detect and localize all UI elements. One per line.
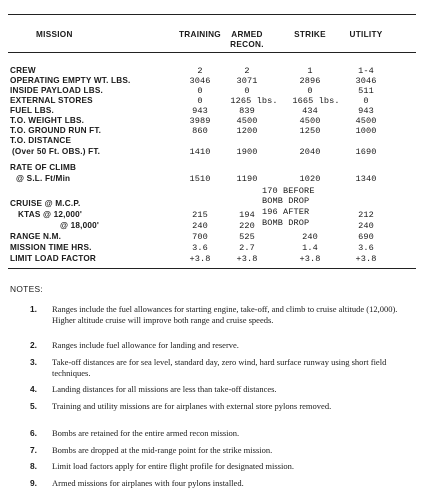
cell-strike: 240 <box>302 232 318 242</box>
cell-utility: 1340 <box>355 174 377 184</box>
cell-training: 860 <box>192 126 208 136</box>
note-number: 8. <box>30 461 37 471</box>
cell-training: 215 <box>192 210 208 220</box>
row-label: EXTERNAL STORES <box>10 96 93 105</box>
cell-armed: 525 <box>239 232 255 242</box>
header-strike: STRIKE <box>294 30 326 39</box>
note-number: 2. <box>30 340 37 350</box>
cell-training: 240 <box>192 221 208 231</box>
cell-strike: 1 <box>307 66 313 76</box>
cell-utility: 1690 <box>355 147 377 157</box>
row-label: INSIDE PAYLOAD LBS. <box>10 86 103 95</box>
strike-note-2: BOMB DROP <box>262 196 310 206</box>
cell-utility: 240 <box>358 221 374 231</box>
header-armed: ARMED <box>231 30 263 39</box>
cell-armed: 4500 <box>236 116 258 126</box>
note-text: Take-off distances are for sea level, standard day, zero wind, hard surface runway using short field techniques. <box>52 357 387 378</box>
cell-strike: +3.8 <box>299 254 321 264</box>
cell-armed: +3.8 <box>236 254 258 264</box>
cell-training: 3046 <box>189 76 211 86</box>
row-label: T.O. GROUND RUN FT. <box>10 126 102 135</box>
row-label: T.O. WEIGHT LBS. <box>10 116 85 125</box>
strike-note-1: 170 BEFORE <box>262 186 315 196</box>
cell-armed: 839 <box>239 106 255 116</box>
header-recon: RECON. <box>230 40 264 49</box>
cell-strike: 1020 <box>299 174 321 184</box>
row-label: OPERATING EMPTY WT. LBS. <box>10 76 131 85</box>
row-label: MISSION TIME HRS. <box>10 243 92 252</box>
row-label: RANGE N.M. <box>10 232 62 241</box>
cell-training: 3989 <box>189 116 211 126</box>
note-number: 4. <box>30 384 37 394</box>
note-text: Landing distances for all missions are less than take-off distances. <box>52 384 277 394</box>
note-text: Ranges include fuel allowance for landing and reserve. <box>52 340 239 350</box>
cell-training: +3.8 <box>189 254 211 264</box>
cell-armed: 1265 lbs. <box>230 96 278 106</box>
cell-training: 1410 <box>189 147 211 157</box>
note-number: 7. <box>30 445 37 455</box>
cell-utility: 3046 <box>355 76 377 86</box>
strike-note-4: BOMB DROP <box>262 218 310 228</box>
note-number: 6. <box>30 428 37 438</box>
cell-armed: 1190 <box>236 174 258 184</box>
top-rule <box>8 14 416 15</box>
note-number: 1. <box>30 304 37 314</box>
cell-training: 1510 <box>189 174 211 184</box>
row-label: LIMIT LOAD FACTOR <box>10 254 97 263</box>
row-label: CREW <box>10 66 36 75</box>
row-label-sub: @ S.L. Ft/Min <box>16 174 71 183</box>
row-label: CRUISE @ M.C.P. <box>10 199 81 208</box>
cell-utility: 3.6 <box>358 243 374 253</box>
cell-utility: 1000 <box>355 126 377 136</box>
cell-training: 943 <box>192 106 208 116</box>
cell-utility: 943 <box>358 106 374 116</box>
note-text: Bombs are dropped at the mid-range point for the strike mission. <box>52 445 273 455</box>
cell-utility: 690 <box>358 232 374 242</box>
cell-armed: 0 <box>244 86 250 96</box>
notes-title: NOTES: <box>10 284 43 294</box>
cell-armed: 3071 <box>236 76 258 86</box>
cell-strike: 1250 <box>299 126 321 136</box>
strike-note-3: 196 AFTER <box>262 207 310 217</box>
cell-utility: 212 <box>358 210 374 220</box>
header-utility: UTILITY <box>349 30 383 39</box>
bottom-rule <box>8 268 416 269</box>
cell-training: 700 <box>192 232 208 242</box>
cell-strike: 2896 <box>299 76 321 86</box>
cell-strike: 1.4 <box>302 243 318 253</box>
cell-strike: 4500 <box>299 116 321 126</box>
cell-armed: 2 <box>244 66 250 76</box>
cell-utility: 511 <box>358 86 374 96</box>
note-number: 3. <box>30 357 37 367</box>
cell-strike: 0 <box>307 86 313 96</box>
cell-strike: 1665 lbs. <box>292 96 340 106</box>
row-label: T.O. DISTANCE <box>10 136 72 145</box>
row-label-sub: (Over 50 Ft. OBS.) FT. <box>12 147 101 156</box>
cell-training: 0 <box>197 86 203 96</box>
cell-armed: 1200 <box>236 126 258 136</box>
note-number: 9. <box>30 478 37 488</box>
cell-training: 3.6 <box>192 243 208 253</box>
cell-armed: 2.7 <box>239 243 255 253</box>
cell-armed: 220 <box>239 221 255 231</box>
cell-armed: 194 <box>239 210 255 220</box>
row-label-sub: KTAS @ 12,000' <box>18 210 83 219</box>
note-text: Armed missions for airplanes with four pylons installed. <box>52 478 244 488</box>
header-training: TRAINING <box>179 30 221 39</box>
cell-utility: 4500 <box>355 116 377 126</box>
row-label: FUEL LBS. <box>10 106 54 115</box>
row-label-sub: @ 18,000' <box>60 221 100 230</box>
note-number: 5. <box>30 401 37 411</box>
note-text: Limit load factors apply for entire flight profile for designated mission. <box>52 461 294 471</box>
cell-utility: 0 <box>363 96 369 106</box>
header-mission: MISSION <box>36 30 73 39</box>
cell-utility: 1-4 <box>358 66 374 76</box>
cell-training: 2 <box>197 66 203 76</box>
row-label: RATE OF CLIMB <box>10 163 77 172</box>
cell-utility: +3.8 <box>355 254 377 264</box>
cell-strike: 434 <box>302 106 318 116</box>
cell-training: 0 <box>197 96 203 106</box>
cell-strike: 2040 <box>299 147 321 157</box>
header-rule <box>8 52 416 53</box>
note-text: Ranges include the fuel allowances for starting engine, take-off, and climb to cruise altitude (12,000). Higher altitude cruise will improve both range and cruise speeds. <box>52 304 398 325</box>
note-text: Bombs are retained for the entire armed recon mission. <box>52 428 240 438</box>
cell-armed: 1900 <box>236 147 258 157</box>
note-text: Training and utility missions are for airplanes with external store pylons removed. <box>52 401 332 411</box>
